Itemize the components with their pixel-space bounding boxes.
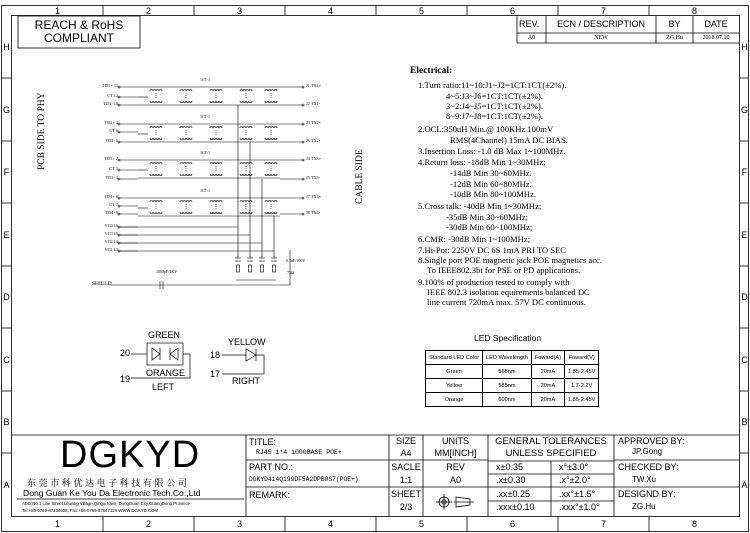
pin-label: J4 TX3+ bbox=[306, 156, 322, 161]
electrical-line: 4~5:J3~J6=1CT:1CT(±2%). bbox=[446, 91, 543, 101]
tolerances-header: GENERAL TOLERANCES bbox=[495, 436, 607, 447]
remark-label: REMARK: bbox=[249, 490, 291, 500]
electrical-line: 8.Single port POE magnetic jack POE magnetics acc. bbox=[418, 255, 603, 265]
ruler-column-label: 7 bbox=[600, 6, 606, 16]
units-label: UNITS bbox=[442, 436, 469, 446]
ruler-row-label: C bbox=[741, 354, 748, 365]
tolerance-angular: .xxx°±1.0° bbox=[559, 502, 600, 512]
led-pin-18: 18 bbox=[210, 350, 221, 360]
led-left-label: LEFT bbox=[152, 382, 175, 392]
sheet-value: 2/3 bbox=[399, 502, 413, 512]
table-cell: 568nm bbox=[483, 365, 532, 379]
pin-label: TD3+ 2 bbox=[104, 156, 118, 161]
electrical-line: -10dB Min 80~100MHz. bbox=[450, 189, 537, 199]
led-right-label: RIGHT bbox=[232, 376, 260, 386]
units-value: MM[INCH] bbox=[434, 448, 477, 458]
date-value: 2018.07.10 bbox=[702, 35, 730, 41]
ruler-row-label: B bbox=[741, 417, 748, 427]
scale-value: 1:1 bbox=[399, 475, 413, 485]
ruler-column-label: 3 bbox=[236, 519, 242, 529]
ecn-header: ECN / DESCRIPTION bbox=[556, 19, 645, 29]
electrical-line: 1.Turn ratio:11~10:J1~J2=1CT:1CT(±2%). bbox=[418, 80, 567, 90]
electrical-line: -14dB Min 30~60MHz. bbox=[450, 168, 532, 178]
electrical-line: 5.Cross talk: -40dB Min 1~30MHz; bbox=[418, 201, 542, 211]
company-name-cn: 东莞市科优达电子科技有限公司 bbox=[27, 478, 190, 488]
pin-label: TD1+ 11 bbox=[102, 83, 118, 88]
ecn-value: NEW bbox=[594, 35, 608, 41]
electrical-line: 3.Insertion Loss: -1.0 dB Max 1~100MHz. bbox=[418, 146, 566, 156]
term-cap-label: 0.1uF/100V bbox=[286, 258, 306, 263]
pin-label: CT 1 bbox=[109, 166, 118, 171]
pin-label: J3 TX2+ bbox=[306, 120, 322, 125]
ruler-row-label: G bbox=[2, 104, 10, 115]
tolerances-subheader: UNLESS SPECIFIED bbox=[505, 448, 597, 459]
led-orange-label: ORANGE bbox=[146, 368, 186, 378]
ruler-column-label: 6 bbox=[509, 519, 515, 529]
pin-label: VC3 15 bbox=[104, 231, 118, 236]
ruler-row-label: B bbox=[3, 417, 10, 427]
size-label: SIZE bbox=[395, 436, 416, 446]
ruler-row-label: A bbox=[741, 479, 748, 490]
tolerance-angular: x°±3.0° bbox=[559, 462, 589, 472]
ruler-column-label: 1 bbox=[54, 6, 60, 16]
pin-label: CT 6 bbox=[109, 128, 118, 133]
electrical-line: 2.OCL:350uH Min.@ 100KHz 100mV bbox=[418, 124, 554, 134]
by-value: ZG.Hu bbox=[666, 35, 683, 41]
electrical-line: To IEEE802.3bt for PSE or PD applications. bbox=[427, 265, 581, 275]
checked-label: CHECKED BY: bbox=[618, 462, 679, 472]
table-cell: 1.7-2.2V bbox=[564, 379, 598, 393]
electrical-line: -12dB Min 60~80MHz. bbox=[450, 179, 532, 189]
led-yellow-label: YELLOW bbox=[228, 337, 266, 347]
ruler-column-label: 4 bbox=[327, 6, 333, 16]
table-cell: 1.85-2.45V bbox=[564, 393, 598, 407]
pin-label: TD1- 10 bbox=[103, 101, 118, 106]
ruler-column-label: 7 bbox=[600, 519, 606, 529]
company-contact: Tel:+86-0769-87334608; Fax:+86-0769-87647129 WWW.DGKYD.COM bbox=[22, 508, 158, 513]
electrical-line: 3~2:J4~J5=1CT:1CT(±2%). bbox=[446, 101, 543, 111]
electrical-line: -30dB Min 60~100MHz; bbox=[446, 222, 533, 232]
tolerance-angular: .x°±2.0° bbox=[559, 475, 591, 485]
pin-label: J2 TX1- bbox=[306, 101, 321, 106]
table-row bbox=[426, 393, 599, 407]
rev-label: REV bbox=[446, 462, 465, 472]
ruler-row-label: D bbox=[741, 292, 748, 302]
pin-label: J8 TX4- bbox=[306, 210, 321, 215]
company-name-en: Dong Guan Ke You Da Electronic Tech.Co.,Ltd bbox=[23, 488, 201, 498]
date-header: DATE bbox=[704, 19, 728, 29]
pcb-side-label: PCB SIDE TO PHY bbox=[37, 92, 47, 170]
ruler-row-label: D bbox=[3, 292, 10, 302]
ruler-column-label: 8 bbox=[691, 6, 697, 16]
electrical-line: 7.Hi-Pot: 2250V DC 6S 1mA PRI TO SEC bbox=[418, 245, 567, 255]
table-cell: 585nm bbox=[483, 379, 532, 393]
table-row bbox=[426, 365, 599, 379]
pin-label: VC4 16 bbox=[104, 223, 118, 228]
shield-cap-label: 1000pF/2KV bbox=[156, 269, 178, 274]
ruler-column-label: 8 bbox=[691, 519, 697, 529]
rev-header: REV. bbox=[519, 19, 540, 29]
ruler-row-label: A bbox=[3, 479, 10, 490]
pin-label: TD3- 3 bbox=[105, 175, 118, 180]
ruler-column-label: 5 bbox=[418, 519, 424, 529]
pin-label: J1 TX1+ bbox=[306, 83, 322, 88]
part-value: DGKYD414Q199DF5A2DPB0S7(POE+) bbox=[249, 476, 359, 483]
designed-value: ZG.Hu bbox=[632, 502, 656, 511]
table-cell: Yellow bbox=[426, 379, 483, 393]
electrical-line: 4.Return loss: -18dB Min 1~30MHz; bbox=[418, 157, 546, 167]
electrical-line: 6.CMR: -30dB Min 1~100MHz; bbox=[418, 234, 531, 244]
company-logo: DGKYD bbox=[60, 434, 201, 476]
table-cell: 20mA bbox=[531, 365, 564, 379]
led-spec-title: LED Specification bbox=[474, 333, 542, 343]
ruler-row-label: G bbox=[740, 104, 748, 115]
rev-code: A0 bbox=[449, 475, 461, 485]
pin-label: J5 TX3- bbox=[306, 175, 321, 180]
led-green-label: GREEN bbox=[148, 330, 181, 340]
led-spec-header-row bbox=[426, 351, 599, 365]
resistor-label: 75Ω bbox=[287, 270, 294, 275]
led-pin-20: 20 bbox=[120, 348, 131, 358]
pin-label: J6 TX2- bbox=[306, 138, 321, 143]
led-pin-17: 17 bbox=[210, 369, 221, 379]
ruler-row-label: H bbox=[741, 42, 748, 52]
checked-value: TW.Xu bbox=[632, 475, 657, 484]
electrical-line: 8~9:J7~J8=1CT:1CT(±2%). bbox=[446, 111, 543, 121]
table-cell: Green bbox=[426, 365, 483, 379]
ruler-row-label: E bbox=[741, 229, 748, 240]
electrical-line: RMS(4Channel) 15mA DC BIAS. bbox=[450, 135, 568, 145]
ruler-row-label: E bbox=[3, 229, 10, 240]
ruler-row-label: F bbox=[741, 167, 748, 177]
tolerance-linear: .xx±0.25 bbox=[496, 489, 530, 499]
table-cell: 20mA bbox=[531, 379, 564, 393]
ruler-column-label: 2 bbox=[145, 6, 151, 16]
pin-label: CT 12 bbox=[107, 93, 118, 98]
transformer-label: 1CT:1 bbox=[200, 188, 211, 193]
ruler-column-label: 2 bbox=[145, 519, 151, 529]
ruler-column-label: 3 bbox=[236, 6, 242, 16]
table-cell: 600nm bbox=[483, 393, 532, 407]
led-spec-col-forward-v: Foward(V) bbox=[564, 351, 598, 365]
table-row bbox=[426, 379, 599, 393]
compliance-label: REACH & RoHS COMPLIANT bbox=[34, 18, 124, 45]
shield-label: SHIELD bbox=[92, 281, 112, 287]
electrical-line: 9.100% of production tested to comply with bbox=[418, 277, 570, 287]
ruler-column-label: 5 bbox=[418, 6, 424, 16]
company-address: ADD:No.1 Lilie Street,Lilwang Village,Qingxi town, DongGuan City,GuangDong Province bbox=[22, 501, 190, 506]
table-cell: 20mA bbox=[531, 393, 564, 407]
led-spec-col-forward-a: Foward(A) bbox=[531, 351, 564, 365]
electrical-title: Electrical: bbox=[410, 66, 453, 76]
ruler-column-label: 6 bbox=[509, 6, 515, 16]
title-value: RJ45 1*4 1000BASE POE+ bbox=[256, 449, 342, 456]
ruler-column-label: 4 bbox=[327, 519, 333, 529]
designed-label: DESIGND BY: bbox=[618, 489, 676, 499]
rev-value: A0 bbox=[527, 35, 536, 41]
pin-label: TD2- 5 bbox=[105, 138, 118, 143]
tolerance-linear: x±0.35 bbox=[496, 462, 523, 472]
title-label: TITLE: bbox=[249, 437, 277, 447]
table-cell: Orange bbox=[426, 393, 483, 407]
pin-label: TD2+ 4 bbox=[104, 120, 118, 125]
pin-label: TD4+ 8 bbox=[104, 194, 118, 199]
ruler-column-label: 1 bbox=[54, 519, 60, 529]
electrical-line: line current 720mA max. 57V DC continuous. bbox=[427, 297, 586, 307]
pin-label: TD4- 9 bbox=[105, 210, 118, 215]
table-cell: 1.85-2.45V bbox=[564, 365, 598, 379]
transformer-label: 1CT:1 bbox=[200, 114, 211, 119]
electrical-line: -35dB Min 30~60MHz; bbox=[446, 212, 528, 222]
size-value: A4 bbox=[400, 448, 412, 458]
ruler-row-label: H bbox=[3, 42, 10, 52]
approved-value: JP.Gong bbox=[632, 447, 663, 456]
ruler-row-label: C bbox=[3, 354, 10, 365]
tolerance-linear: .x±0.30 bbox=[496, 475, 526, 485]
transformer-label: 1CT:1 bbox=[200, 77, 211, 82]
cable-side-label: CABLE SIDE bbox=[355, 149, 365, 204]
tolerance-angular: .xx°±1.5° bbox=[559, 489, 596, 499]
scale-label: SACLE bbox=[391, 462, 421, 472]
pin-label: VC2 14 bbox=[104, 239, 118, 244]
pin-label: J7 TX4+ bbox=[306, 194, 322, 199]
led-spec-table bbox=[425, 350, 599, 407]
led-spec-col-color: Standard LED Color bbox=[426, 351, 483, 365]
sheet-label: SHEET bbox=[390, 489, 421, 499]
by-header: BY bbox=[668, 19, 681, 29]
approved-label: APPROVED BY: bbox=[618, 436, 685, 446]
led-spec-col-wavelength: LED Wavelength bbox=[483, 351, 532, 365]
led-pin-19: 19 bbox=[120, 374, 131, 384]
part-label: PART NO.: bbox=[249, 462, 294, 472]
electrical-line: IEEE 802.3 isolation equirements balanced DC bbox=[427, 287, 590, 297]
pin-label: VC1 13 bbox=[104, 247, 118, 252]
pin-label: CT 7 bbox=[109, 202, 118, 207]
transformer-label: 1CT:1 bbox=[200, 150, 211, 155]
tolerance-linear: .xxx±0.10 bbox=[496, 502, 535, 512]
ruler-row-label: F bbox=[3, 167, 10, 177]
